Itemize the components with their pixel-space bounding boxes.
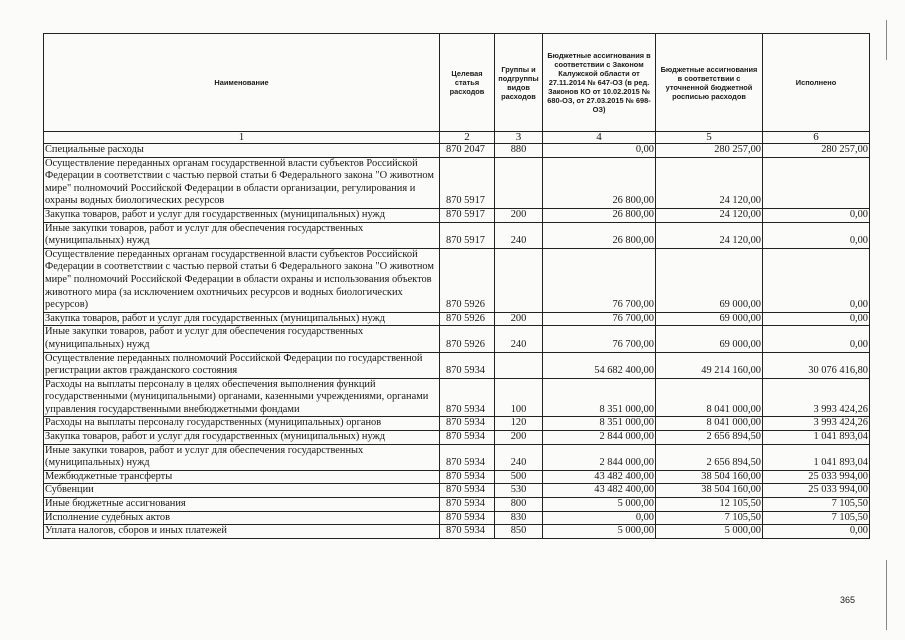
table-row [44, 144, 870, 158]
row-expense-group: 880 [495, 144, 543, 158]
row-executed: 0,00 [763, 248, 870, 312]
row-budget-law: 26 800,00 [543, 222, 656, 248]
table-row [44, 444, 870, 470]
row-executed: 3 993 424,26 [763, 378, 870, 417]
scan-edge-mark [886, 560, 887, 630]
row-target-article: 870 5934 [440, 431, 495, 445]
header-budget-law: Бюджетные ассигнования в соответствии с Законом Калужской области от 27.11.2014 № 647-ОЗ (в ред. Законов КО от 10.02.2015 № 680-ОЗ, от 27.03.2015 № 698-ОЗ) [543, 34, 656, 132]
table-row [44, 498, 870, 512]
row-budget-law: 76 700,00 [543, 326, 656, 352]
row-target-article: 870 5934 [440, 525, 495, 539]
table-body [44, 144, 870, 539]
row-executed: 7 105,50 [763, 511, 870, 525]
row-budget-law: 5 000,00 [543, 498, 656, 512]
row-budget-refined: 24 120,00 [656, 157, 763, 208]
row-budget-refined: 5 000,00 [656, 525, 763, 539]
table-row [44, 326, 870, 352]
column-number: 6 [763, 132, 870, 144]
row-name: Расходы на выплаты персоналу в целях обеспечения выполнения функций государственными (муниципальными) органами, казенными учреждениями, органами управления государственными внебюджетными фондами [44, 378, 440, 417]
header-row [44, 34, 870, 132]
row-name: Расходы на выплаты персоналу государственных (муниципальных) органов [44, 417, 440, 431]
row-budget-refined: 69 000,00 [656, 248, 763, 312]
row-name: Уплата налогов, сборов и иных платежей [44, 525, 440, 539]
row-budget-law: 76 700,00 [543, 248, 656, 312]
row-budget-law: 54 682 400,00 [543, 352, 656, 378]
row-expense-group: 200 [495, 312, 543, 326]
row-expense-group: 240 [495, 222, 543, 248]
header-executed: Исполнено [763, 34, 870, 132]
table-row [44, 157, 870, 208]
row-target-article: 870 5934 [440, 417, 495, 431]
row-budget-refined: 38 504 160,00 [656, 470, 763, 484]
row-budget-refined: 69 000,00 [656, 326, 763, 352]
row-name: Осуществление переданных органам государственной власти субъектов Российской Федерации в соответствии с частью первой статьи 6 Федерального закона "О животном мире" полномочий Российской Федерации в области организации, регулирования и охраны водных биологических ресурсов [44, 157, 440, 208]
row-target-article: 870 5926 [440, 248, 495, 312]
row-expense-group: 200 [495, 431, 543, 445]
row-expense-group: 120 [495, 417, 543, 431]
row-budget-refined: 38 504 160,00 [656, 484, 763, 498]
column-number: 2 [440, 132, 495, 144]
row-target-article: 870 5926 [440, 312, 495, 326]
table-row [44, 525, 870, 539]
row-budget-law: 0,00 [543, 511, 656, 525]
row-budget-law: 5 000,00 [543, 525, 656, 539]
scan-edge-mark [886, 20, 887, 60]
header-budget-refined: Бюджетные ассигнования в соответствии с уточненной бюджетной росписью расходов [656, 34, 763, 132]
row-budget-refined: 7 105,50 [656, 511, 763, 525]
row-budget-refined: 8 041 000,00 [656, 417, 763, 431]
row-executed: 25 033 994,00 [763, 470, 870, 484]
row-name: Специальные расходы [44, 144, 440, 158]
row-target-article: 870 5917 [440, 222, 495, 248]
budget-table [43, 33, 870, 539]
row-budget-law: 43 482 400,00 [543, 484, 656, 498]
table-row [44, 222, 870, 248]
row-executed: 3 993 424,26 [763, 417, 870, 431]
row-name: Иные закупки товаров, работ и услуг для обеспечения государственных (муниципальных) нужд [44, 326, 440, 352]
row-expense-group [495, 248, 543, 312]
row-target-article: 870 5934 [440, 352, 495, 378]
row-expense-group: 100 [495, 378, 543, 417]
row-target-article: 870 5926 [440, 326, 495, 352]
column-number-row [44, 132, 870, 144]
row-executed: 30 076 416,80 [763, 352, 870, 378]
table-row [44, 208, 870, 222]
table-row [44, 417, 870, 431]
row-budget-refined: 2 656 894,50 [656, 431, 763, 445]
table-row [44, 431, 870, 445]
row-expense-group: 200 [495, 208, 543, 222]
row-target-article: 870 5934 [440, 444, 495, 470]
row-expense-group: 240 [495, 326, 543, 352]
row-name: Закупка товаров, работ и услуг для государственных (муниципальных) нужд [44, 431, 440, 445]
header-target-article: Целевая статья расходов [440, 34, 495, 132]
row-budget-refined: 24 120,00 [656, 208, 763, 222]
column-number: 4 [543, 132, 656, 144]
row-name: Иные бюджетные ассигнования [44, 498, 440, 512]
row-budget-law: 8 351 000,00 [543, 378, 656, 417]
row-executed: 0,00 [763, 208, 870, 222]
row-budget-refined: 69 000,00 [656, 312, 763, 326]
row-budget-law: 26 800,00 [543, 208, 656, 222]
row-budget-refined: 280 257,00 [656, 144, 763, 158]
row-executed: 0,00 [763, 312, 870, 326]
row-name: Закупка товаров, работ и услуг для государственных (муниципальных) нужд [44, 208, 440, 222]
row-budget-refined: 49 214 160,00 [656, 352, 763, 378]
column-number: 5 [656, 132, 763, 144]
row-target-article: 870 5934 [440, 498, 495, 512]
row-budget-law: 0,00 [543, 144, 656, 158]
row-target-article: 870 5934 [440, 470, 495, 484]
row-name: Субвенции [44, 484, 440, 498]
row-budget-law: 2 844 000,00 [543, 431, 656, 445]
row-name: Межбюджетные трансферты [44, 470, 440, 484]
row-name: Иные закупки товаров, работ и услуг для обеспечения государственных (муниципальных) нужд [44, 444, 440, 470]
row-expense-group: 850 [495, 525, 543, 539]
row-budget-law: 43 482 400,00 [543, 470, 656, 484]
table-row [44, 352, 870, 378]
row-budget-law: 76 700,00 [543, 312, 656, 326]
table-row [44, 378, 870, 417]
header-expense-groups: Группы и подгруппы видов расходов [495, 34, 543, 132]
row-target-article: 870 5934 [440, 378, 495, 417]
row-expense-group: 530 [495, 484, 543, 498]
row-budget-refined: 24 120,00 [656, 222, 763, 248]
row-budget-refined: 12 105,50 [656, 498, 763, 512]
column-number: 3 [495, 132, 543, 144]
table-row [44, 484, 870, 498]
table-row [44, 470, 870, 484]
row-budget-refined: 2 656 894,50 [656, 444, 763, 470]
row-executed: 1 041 893,04 [763, 431, 870, 445]
row-expense-group [495, 157, 543, 208]
row-expense-group: 800 [495, 498, 543, 512]
row-budget-law: 2 844 000,00 [543, 444, 656, 470]
table-row [44, 312, 870, 326]
page-number: 365 [840, 595, 856, 605]
row-target-article: 870 5934 [440, 484, 495, 498]
row-expense-group [495, 352, 543, 378]
row-expense-group: 500 [495, 470, 543, 484]
row-name: Осуществление переданных полномочий Российской Федерации по государственной регистрации актов гражданского состояния [44, 352, 440, 378]
row-name: Осуществление переданных органам государственной власти субъектов Российской Федерации в соответствии с частью первой статьи 6 Федерального закона "О животном мире" полномочий Российской Федерации в области охраны и использования объектов животного мира (за исключением охотничьих ресурсов и водных биологических ресурсов) [44, 248, 440, 312]
row-target-article: 870 2047 [440, 144, 495, 158]
row-target-article: 870 5917 [440, 208, 495, 222]
row-name: Исполнение судебных актов [44, 511, 440, 525]
row-budget-refined: 8 041 000,00 [656, 378, 763, 417]
row-executed: 280 257,00 [763, 144, 870, 158]
row-executed: 7 105,50 [763, 498, 870, 512]
row-executed: 0,00 [763, 222, 870, 248]
row-executed [763, 157, 870, 208]
row-expense-group: 240 [495, 444, 543, 470]
row-name: Иные закупки товаров, работ и услуг для обеспечения государственных (муниципальных) нужд [44, 222, 440, 248]
row-budget-law: 26 800,00 [543, 157, 656, 208]
row-executed: 0,00 [763, 525, 870, 539]
row-executed: 0,00 [763, 326, 870, 352]
row-executed: 1 041 893,04 [763, 444, 870, 470]
column-number: 1 [44, 132, 440, 144]
header-name: Наименование [44, 34, 440, 132]
row-executed: 25 033 994,00 [763, 484, 870, 498]
table-row [44, 511, 870, 525]
row-name: Закупка товаров, работ и услуг для государственных (муниципальных) нужд [44, 312, 440, 326]
table-row [44, 248, 870, 312]
row-target-article: 870 5934 [440, 511, 495, 525]
row-budget-law: 8 351 000,00 [543, 417, 656, 431]
row-expense-group: 830 [495, 511, 543, 525]
row-target-article: 870 5917 [440, 157, 495, 208]
budget-report-sheet [43, 33, 869, 539]
